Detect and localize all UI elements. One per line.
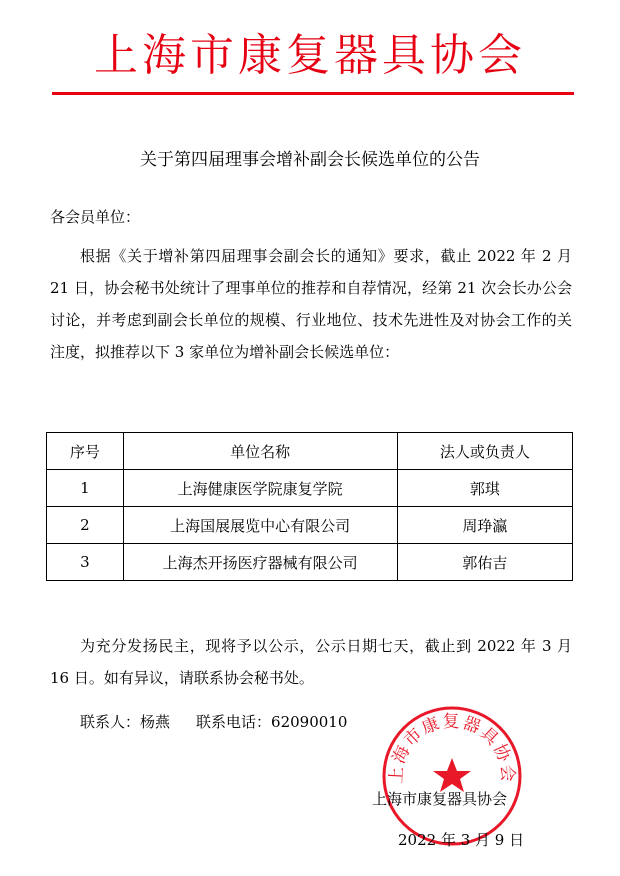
- contact-phone: 62090010: [271, 713, 348, 731]
- table-row: [47, 507, 573, 544]
- letterhead-title: 上海市康复器具协会: [94, 30, 526, 81]
- official-seal-icon: [380, 704, 524, 848]
- row-number: 3: [47, 544, 124, 581]
- row-unit-name: 上海杰开扬医疗器械有限公司: [123, 544, 397, 581]
- table-row: [47, 470, 573, 507]
- row-unit-name: 上海健康医学院康复学院: [123, 470, 397, 507]
- row-legal-person: 郭佑吉: [397, 544, 572, 581]
- row-unit-name: 上海国展展览中心有限公司: [123, 507, 397, 544]
- signature-date: 2022 年 3 月 9 日: [398, 831, 525, 849]
- paragraph-recommendation: 根据《关于增补第四届理事会副会长的通知》要求，截止 2022 年 2 月 21 日，协会秘书处统计了理事单位的推荐和自荐情况，经第 21 次会长办公会讨论，并考虑到副会长单位的规模、行业地位、技术先进性及对协会工作的关注度，拟推荐以下 3 家单位为增补副会长候选单位：: [50, 247, 572, 361]
- candidate-table: [46, 432, 573, 581]
- contact-line: [80, 711, 347, 733]
- paragraph-publicity: 为充分发扬民主，现将予以公示，公示日期七天，截止到 2022 年 3 月 16 日。如有异议，请联系协会秘书处。: [50, 637, 572, 687]
- table-row: [47, 544, 573, 581]
- row-legal-person: 郭琪: [397, 470, 572, 507]
- contact-person: 联系人：杨燕: [80, 713, 171, 731]
- row-number: 1: [47, 470, 124, 507]
- letterhead-rule: [52, 92, 574, 95]
- header-legal-person: 法人或负责人: [397, 433, 572, 470]
- row-legal-person: 周琤瀛: [397, 507, 572, 544]
- salutation: 各会员单位：: [50, 208, 141, 226]
- signature-org: 上海市康复器具协会: [372, 790, 508, 808]
- table-header-row: [47, 433, 573, 470]
- header-number: 序号: [47, 433, 124, 470]
- svg-text:上海市康复器具协会: 上海市康复器具协会: [386, 711, 518, 785]
- header-unit-name: 单位名称: [123, 433, 397, 470]
- contact-phone-label: 联系电话：: [196, 713, 272, 731]
- row-number: 2: [47, 507, 124, 544]
- notice-title: 关于第四届理事会增补副会长候选单位的公告: [140, 150, 480, 170]
